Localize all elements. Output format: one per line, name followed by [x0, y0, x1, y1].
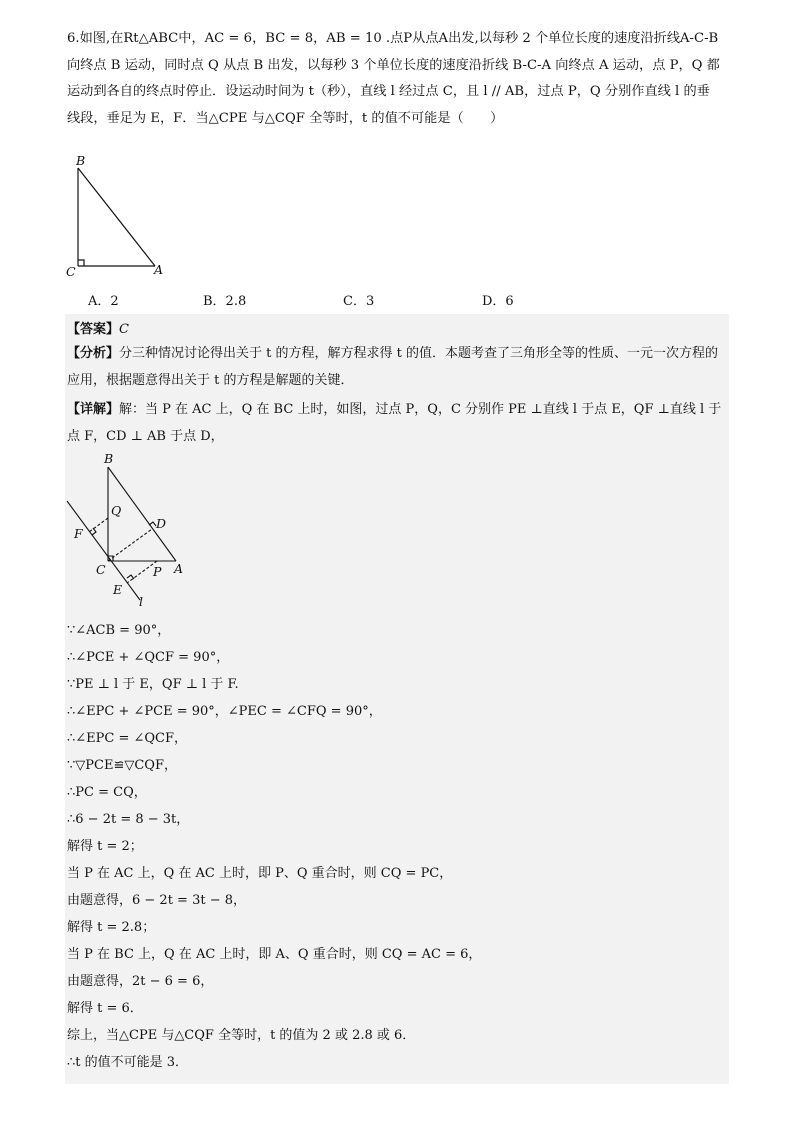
point-label-e: E: [113, 582, 123, 597]
step-line: 由题意得，6 − 2t = 3t − 8，: [67, 893, 247, 908]
option-a: A．2: [88, 294, 119, 309]
option-c: C．3: [343, 294, 375, 309]
point-label-a: A: [174, 561, 184, 576]
point-label-c: C: [96, 562, 106, 577]
vertex-label-b: B: [76, 153, 86, 168]
segment-cd: [108, 529, 152, 561]
step-line: ∵PE ⊥ l 于 E，QF ⊥ l 于 F.: [67, 677, 239, 692]
auxiliary-figure: [65, 448, 205, 608]
point-label-q: Q: [111, 503, 122, 518]
step-line: ∵∠ACB = 90°，: [67, 623, 171, 638]
step-line: ∵▽PCE≌▽CQF，: [67, 758, 177, 773]
point-label-p: P: [153, 564, 162, 579]
question-line: 6.如图,在Rt△ABC中，AC = 6，BC = 8，AB = 10 .点P从点A出发,以每秒 2 个单位长度的速度沿折线A-C-B: [67, 31, 719, 46]
question-line: 线段，垂足为 E，F．当△CPE 与△CQF 全等时，t 的值不可能是（ ）: [67, 110, 504, 126]
step-line: ∴PC = CQ，: [67, 785, 147, 800]
step-line: 当 P 在 BC 上，Q 在 AC 上时，即 A、Q 重合时，则 CQ = AC = 6，: [67, 947, 482, 962]
step-line: 解得 t = 6．: [67, 1001, 143, 1016]
detail-row: [67, 396, 727, 450]
analysis-text: 分三种情况讨论得出关于 t 的方程，解方程求得 t 的值．本题考查了三角形全等的性质、一元一次方程的应用，根据题意得出关于 t 的方程是解题的关键．: [67, 346, 718, 388]
right-angle-mark: [78, 260, 84, 266]
side-ab: [78, 168, 155, 266]
step-line: ∴∠PCE + ∠QCF = 90°，: [67, 650, 230, 665]
step-line: 解得 t = 2.8；: [67, 920, 156, 935]
option-b: B．2.8: [203, 294, 247, 309]
step-line: ∴∠EPC = ∠QCF，: [67, 731, 188, 746]
step-line: 当 P 在 AC 上，Q 在 AC 上时，即 P、Q 重合时，则 CQ = PC，: [67, 866, 453, 881]
line-label-l: l: [139, 594, 143, 608]
detail-intro: 解：当 P 在 AC 上，Q 在 BC 上时，如图，过点 P，Q，C 分别作 PE ⊥直线 l 于点 E，QF ⊥直线 l 于点 F，CD ⊥ AB 于点 D，: [67, 402, 722, 444]
step-line: ∴∠EPC + ∠PCE = 90°，∠PEC = ∠CFQ = 90°，: [67, 704, 382, 719]
step-line: 综上，当△CPE 与△CQF 全等时，t 的值为 2 或 2.8 或 6．: [67, 1028, 416, 1043]
vertex-label-a: A: [154, 262, 164, 277]
point-label-f: F: [74, 526, 83, 541]
step-line: ∴6 − 2t = 8 − 3t，: [67, 812, 190, 827]
analysis-label: 【分析】: [67, 346, 120, 361]
vertex-label-c: C: [66, 264, 76, 279]
right-angle-mark: [92, 528, 96, 535]
question: [67, 26, 729, 132]
step-line: ∴t 的值不可能是 3．: [67, 1055, 189, 1070]
question-line: 向终点 B 运动，同时点 Q 从点 B 出发，以每秒 3 个单位长度的速度沿折线 B-C-A 向终点 A 运动，点 P，Q 都: [67, 57, 720, 73]
question-line: 运动到各自的终点时停止．设运动时间为 t（秒），直线 l 经过点 C，且 l // AB，过点 P，Q 分别作直线 l 的垂: [67, 84, 710, 99]
answer-value: C: [119, 322, 129, 337]
line-l: [67, 501, 140, 600]
step-line: 解得 t = 2；: [67, 839, 143, 854]
answer-row: [67, 318, 129, 337]
right-angle-mark: [127, 575, 134, 579]
segment-qf: [89, 518, 108, 532]
option-d: D．6: [482, 294, 514, 309]
answer-label: 【答案】: [67, 322, 120, 337]
step-line: 由题意得，2t − 6 = 6，: [67, 974, 214, 989]
triangle-figure: [60, 152, 180, 282]
point-label-b: B: [104, 451, 114, 466]
analysis-row: [67, 340, 727, 394]
point-label-d: D: [156, 516, 167, 531]
answer-panel: [65, 314, 729, 1084]
detail-label: 【详解】: [67, 402, 120, 417]
